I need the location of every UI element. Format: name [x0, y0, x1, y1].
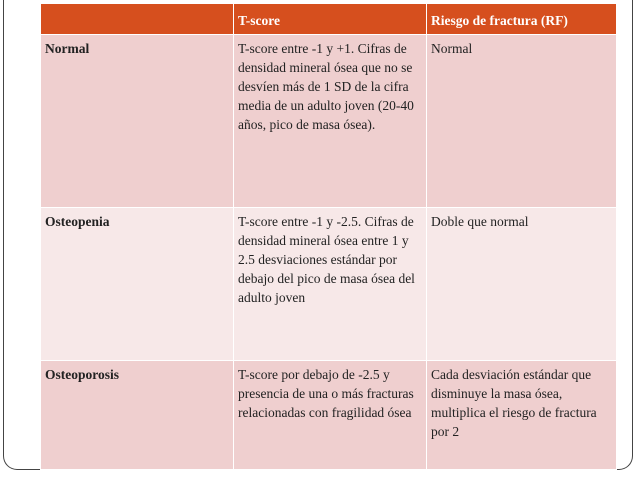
header-cell-risk: Riesgo de fractura (RF) — [427, 4, 617, 35]
row-label-osteopenia: Osteopenia — [41, 208, 234, 361]
row-label-osteoporosis: Osteoporosis — [41, 361, 234, 470]
risk-cell: Normal — [427, 35, 617, 208]
tscore-cell: T-score entre -1 y -2.5. Cifras de densidad mineral ósea entre 1 y 2.5 desviaciones estándar por debajo del pico de masa ósea del adulto joven — [234, 208, 427, 361]
tscore-cell: T-score entre -1 y +1. Cifras de densidad mineral ósea que no se desvíen más de 1 SD de la cifra media de un adulto joven (20-40 años, pico de masa ósea). — [234, 35, 427, 208]
risk-cell: Cada desviación estándar que disminuye la masa ósea, multiplica el riesgo de fractura por 2 — [427, 361, 617, 470]
risk-cell: Doble que normal — [427, 208, 617, 361]
table-row — [41, 35, 617, 208]
tscore-cell: T-score por debajo de -2.5 y presencia de una o más fracturas relacionadas con fragilidad ósea — [234, 361, 427, 470]
header-cell-tscore: T-score — [234, 4, 427, 35]
table-row — [41, 361, 617, 470]
row-label-normal: Normal — [41, 35, 234, 208]
table-row — [41, 208, 617, 361]
header-cell-empty — [41, 4, 234, 35]
table-header-row — [41, 4, 617, 35]
classification-table — [40, 3, 617, 470]
